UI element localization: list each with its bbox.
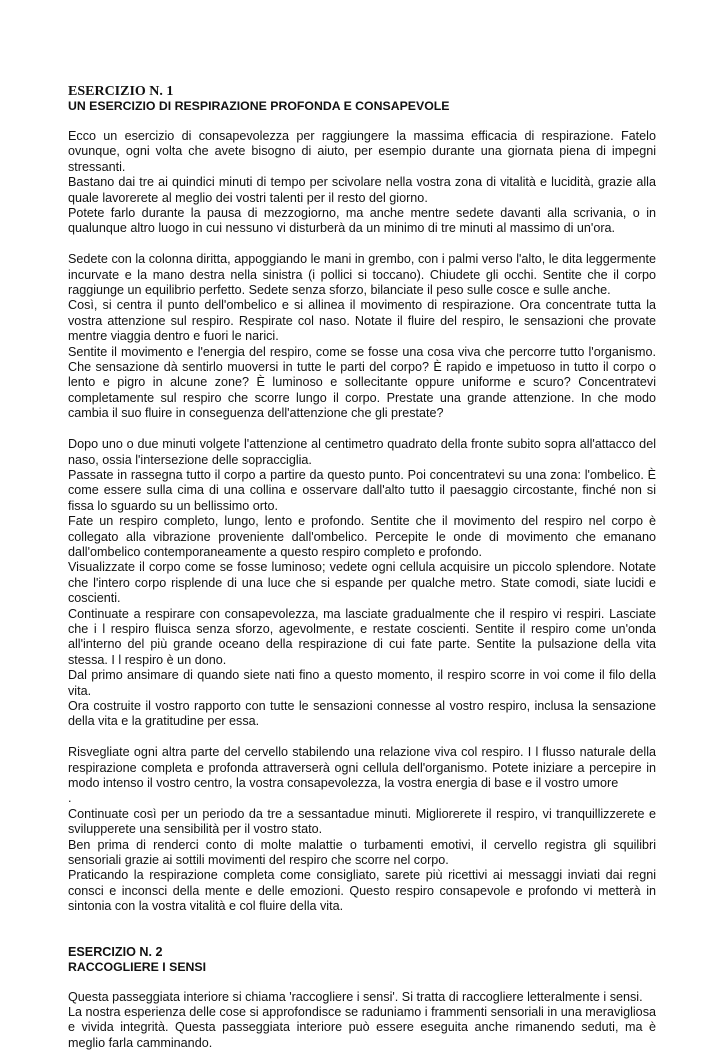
exercise-2-block-1 bbox=[68, 990, 656, 1051]
paragraph: Bastano dai tre ai quindici minuti di tempo per scivolare nella vostra zona di vitalità e lucidità, grazie alla quale lavorerete al meglio dei vostri talenti per il resto del giorno. bbox=[68, 175, 656, 205]
paragraph: Dopo uno o due minuti volgete l'attenzione al centimetro quadrato della fronte subito sopra all'attacco del naso, ossia l'intersezione delle sopracciglia. bbox=[68, 437, 656, 467]
paragraph: Dal primo ansimare di quando siete nati fino a questo momento, il respiro scorre in voi come il filo della vita. bbox=[68, 668, 656, 698]
paragraph: La nostra esperienza delle cose si approfondisce se raduniamo i frammenti sensoriali in una meravigliosa e vivida integrità. Questa passeggiata interiore può essere eseguita anche rimanendo seduti, ma è meglio farla camminando. bbox=[68, 1005, 656, 1050]
paragraph: . bbox=[68, 791, 72, 806]
paragraph: Ora costruite il vostro rapporto con tutte le sensazioni connesse al vostro respiro, inclusa la sensazione della vita e la gratitudine per essa. bbox=[68, 699, 656, 729]
document-page bbox=[68, 84, 656, 1051]
exercise-2-title: ESERCIZIO N. 2 bbox=[68, 944, 163, 959]
paragraph: Sentite il movimento e l'energia del respiro, come se fosse una cosa viva che percorre tutto l'organismo. Che sensazione dà sentirlo muoversi in tutte le parti del corpo? È rapido e impetuoso in tutto il corpo o lento e pigro in alcune zone? È luminoso e sollecitante oppure uniforme e scuro? Concentratevi completamente sul respiro che scorre lungo il corpo. Prestate una grande attenzione. In che modo cambia il suo fluire in conseguenza dell'attenzione che gli prestate? bbox=[68, 344, 656, 421]
paragraph: Praticando la respirazione completa come consigliato, sarete più ricettivi ai messaggi inviati dai regni consci e inconsci della mente e delle emozioni. Questo respiro consapevole e profondo vi metterà in sintonia con la vostra vitalità e col fluire della vita. bbox=[68, 868, 656, 914]
paragraph: Questa passeggiata interiore si chiama 'raccogliere i sensi'. Si tratta di raccogliere letteralmente i sensi. bbox=[68, 989, 643, 1004]
exercise-1-block-1 bbox=[68, 129, 656, 237]
paragraph: Continuate a respirare con consapevolezza, ma lasciate gradualmente che il respiro vi respiri. Lasciate che i l respiro fluisca senza sforzo, agevolmente, e restate coscienti. Sentite il respiro come un'onda all'interno del più grande oceano della respirazione di cui fate parte. Sentite la pulsazione della vita stessa. I l respiro è un dono. bbox=[68, 606, 656, 667]
exercise-1-title: ESERCIZIO N. 1 bbox=[68, 84, 174, 99]
paragraph: Potete farlo durante la pausa di mezzogiorno, ma anche mentre sedete davanti alla scrivania, o in qualunque altro luogo in cui nessuno vi disturberà da un minimo di tre minuti al massimo di un'ora. bbox=[68, 206, 656, 236]
paragraph: Passate in rassegna tutto il corpo a partire da questo punto. Poi concentratevi su una zona: l'ombelico. È come essere sulla cima di una collina e osservare dall'alto tutto il paesaggio circostante, finché non si fissa lo sguardo su un bellissimo orto. bbox=[68, 467, 656, 513]
exercise-1-block-4 bbox=[68, 745, 656, 914]
exercise-1-subtitle: UN ESERCIZIO DI RESPIRAZIONE PROFONDA E CONSAPEVOLE bbox=[68, 99, 450, 113]
paragraph: Continuate così per un periodo da tre a sessantadue minuti. Migliorerete il respiro, vi tranquillizzerete e svilupperete una sensibilità per il vostro stato. bbox=[68, 806, 656, 837]
exercise-1-block-3 bbox=[68, 437, 656, 730]
paragraph: Visualizzate il corpo come se fosse luminoso; vedete ogni cellula acquisire un piccolo splendore. Notate che l'intero corpo risplende di una luce che si espande per qualche metro. State comodi, siate lucidi e coscienti. bbox=[68, 560, 656, 606]
paragraph: Fate un respiro completo, lungo, lento e profondo. Sentite che il movimento del respiro nel corpo è collegato alla vibrazione proveniente dall'ombelico. Percepite le onde di movimento che emanano dall'ombelico contemporaneamente a questo respiro completo e profondo. bbox=[68, 514, 656, 559]
exercise-1-block-2 bbox=[68, 252, 656, 421]
paragraph: Ben prima di renderci conto di molte malattie o turbamenti emotivi, il cervello registra gli squilibri sensoriali grazie ai sottili movimenti del respiro che scorre nel corpo. bbox=[68, 837, 656, 868]
exercise-2-subtitle: RACCOGLIERE I SENSI bbox=[68, 959, 207, 974]
paragraph: Ecco un esercizio di consapevolezza per raggiungere la massima efficacia di respirazione. Fatelo ovunque, ogni volta che avete bisogno di aiuto, per esempio durante una giornata piena di impegni stressanti. bbox=[68, 129, 656, 174]
paragraph: Sedete con la colonna diritta, appoggiando le mani in grembo, con i palmi verso l'alto, le dita leggermente incurvate e la mano destra nella sinistra (i pollici si toccano). Chiudete gli occhi. Sentite che il corpo raggiunge un equilibrio perfetto. Sedete senza sforzo, bilanciate il peso sulle cosce e sulle anche. bbox=[68, 252, 656, 298]
paragraph: Risvegliate ogni altra parte del cervello stabilendo una relazione viva col respiro. I l flusso naturale della respirazione completa e profonda attraverserà ogni cellula dell'organismo. Potete iniziare a percepire in modo intenso il vostro centro, la vostra consapevolezza, la vostra energia di base e il vostro umore bbox=[68, 745, 656, 791]
paragraph: Così, si centra il punto dell'ombelico e si allinea il movimento di respirazione. Ora concentrate tutta la vostra attenzione sul respiro. Respirate col naso. Notate il fluire del respiro, le sensazioni che provate mentre viaggia dentro e fuori le narici. bbox=[68, 298, 656, 344]
